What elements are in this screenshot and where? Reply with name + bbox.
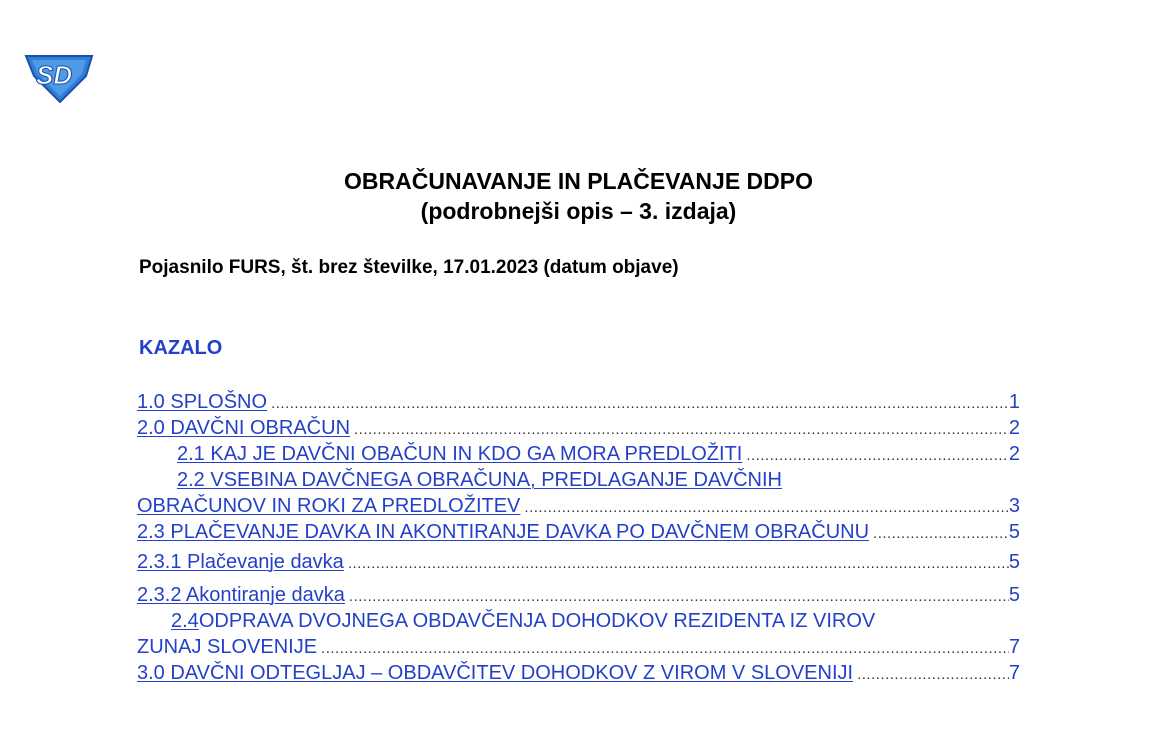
toc-heading: KAZALO	[139, 337, 223, 359]
toc-link[interactable]: 2.3 PLAČEVANJE DAVKA IN AKONTIRANJE DAVKA PO DAVČNEM OBRAČUNU	[137, 521, 870, 543]
toc-leader	[524, 495, 1008, 521]
toc-entry[interactable]	[137, 467, 1020, 493]
toc-page-number[interactable]: 5	[1008, 551, 1020, 573]
toc-entry[interactable]	[137, 660, 1020, 686]
toc-leader	[271, 391, 1009, 417]
toc-text: ODPRAVA DVOJNEGA OBDAVČENJA DOHODKOV REZIDENTA IZ VIROV	[198, 610, 876, 632]
toc-link[interactable]: 2.4	[171, 610, 199, 632]
table-of-contents	[137, 389, 1020, 686]
toc-link[interactable]: 1.0 SPLOŠNO	[137, 391, 268, 413]
toc-entry[interactable]	[137, 415, 1020, 441]
toc-page-number[interactable]: 7	[1008, 636, 1020, 658]
toc-entry[interactable]	[137, 582, 1020, 608]
toc-link[interactable]: 2.3.1 Plačevanje davka	[137, 551, 344, 573]
toc-entry[interactable]	[137, 389, 1020, 415]
toc-leader	[354, 417, 1009, 443]
toc-text: ZUNAJ SLOVENIJE	[137, 636, 318, 658]
toc-page-number[interactable]: 7	[1008, 662, 1020, 684]
toc-entry[interactable]	[137, 549, 1020, 575]
toc-leader	[321, 636, 1009, 662]
toc-page-number[interactable]: 2	[1008, 443, 1020, 465]
toc-leader	[873, 521, 1009, 547]
company-logo-icon	[22, 50, 96, 104]
toc-entry[interactable]	[137, 441, 1020, 467]
toc-link[interactable]: 2.0 DAVČNI OBRAČUN	[137, 417, 351, 439]
toc-page-number[interactable]: 2	[1008, 417, 1020, 439]
page-subtitle: (podrobnejši opis – 3. izdaja)	[420, 198, 737, 224]
toc-entry[interactable]	[137, 519, 1020, 545]
toc-entry-continuation[interactable]	[137, 634, 1020, 660]
toc-leader	[349, 584, 1009, 610]
title-block	[0, 166, 1157, 226]
toc-page-number[interactable]: 3	[1008, 495, 1020, 517]
toc-page-number[interactable]: 5	[1008, 521, 1020, 543]
toc-entry[interactable]	[137, 608, 1020, 634]
toc-leader	[348, 551, 1009, 577]
toc-entry-continuation[interactable]	[137, 493, 1020, 519]
reference-line: Pojasnilo FURS, št. brez številke, 17.01.2023 (datum objave)	[139, 257, 679, 278]
toc-link[interactable]: 3.0 DAVČNI ODTEGLJAJ – OBDAVČITEV DOHODKOV Z VIROM V SLOVENIJI	[137, 662, 854, 684]
toc-link[interactable]: 2.2 VSEBINA DAVČNEGA OBRAČUNA, PREDLAGANJE DAVČNIH	[177, 469, 782, 491]
toc-link[interactable]: 2.1 KAJ JE DAVČNI OBAČUN IN KDO GA MORA PREDLOŽITI	[177, 443, 743, 465]
toc-link[interactable]: 2.3.2 Akontiranje davka	[137, 584, 345, 606]
toc-leader	[746, 443, 1009, 469]
svg-text:SD: SD	[36, 60, 73, 90]
toc-leader	[857, 662, 1009, 688]
page-title: OBRAČUNAVANJE IN PLAČEVANJE DDPO	[344, 168, 813, 194]
toc-page-number[interactable]: 5	[1008, 584, 1020, 606]
toc-page-number[interactable]: 1	[1008, 391, 1020, 413]
toc-link[interactable]: OBRAČUNOV IN ROKI ZA PREDLOŽITEV	[137, 495, 521, 517]
